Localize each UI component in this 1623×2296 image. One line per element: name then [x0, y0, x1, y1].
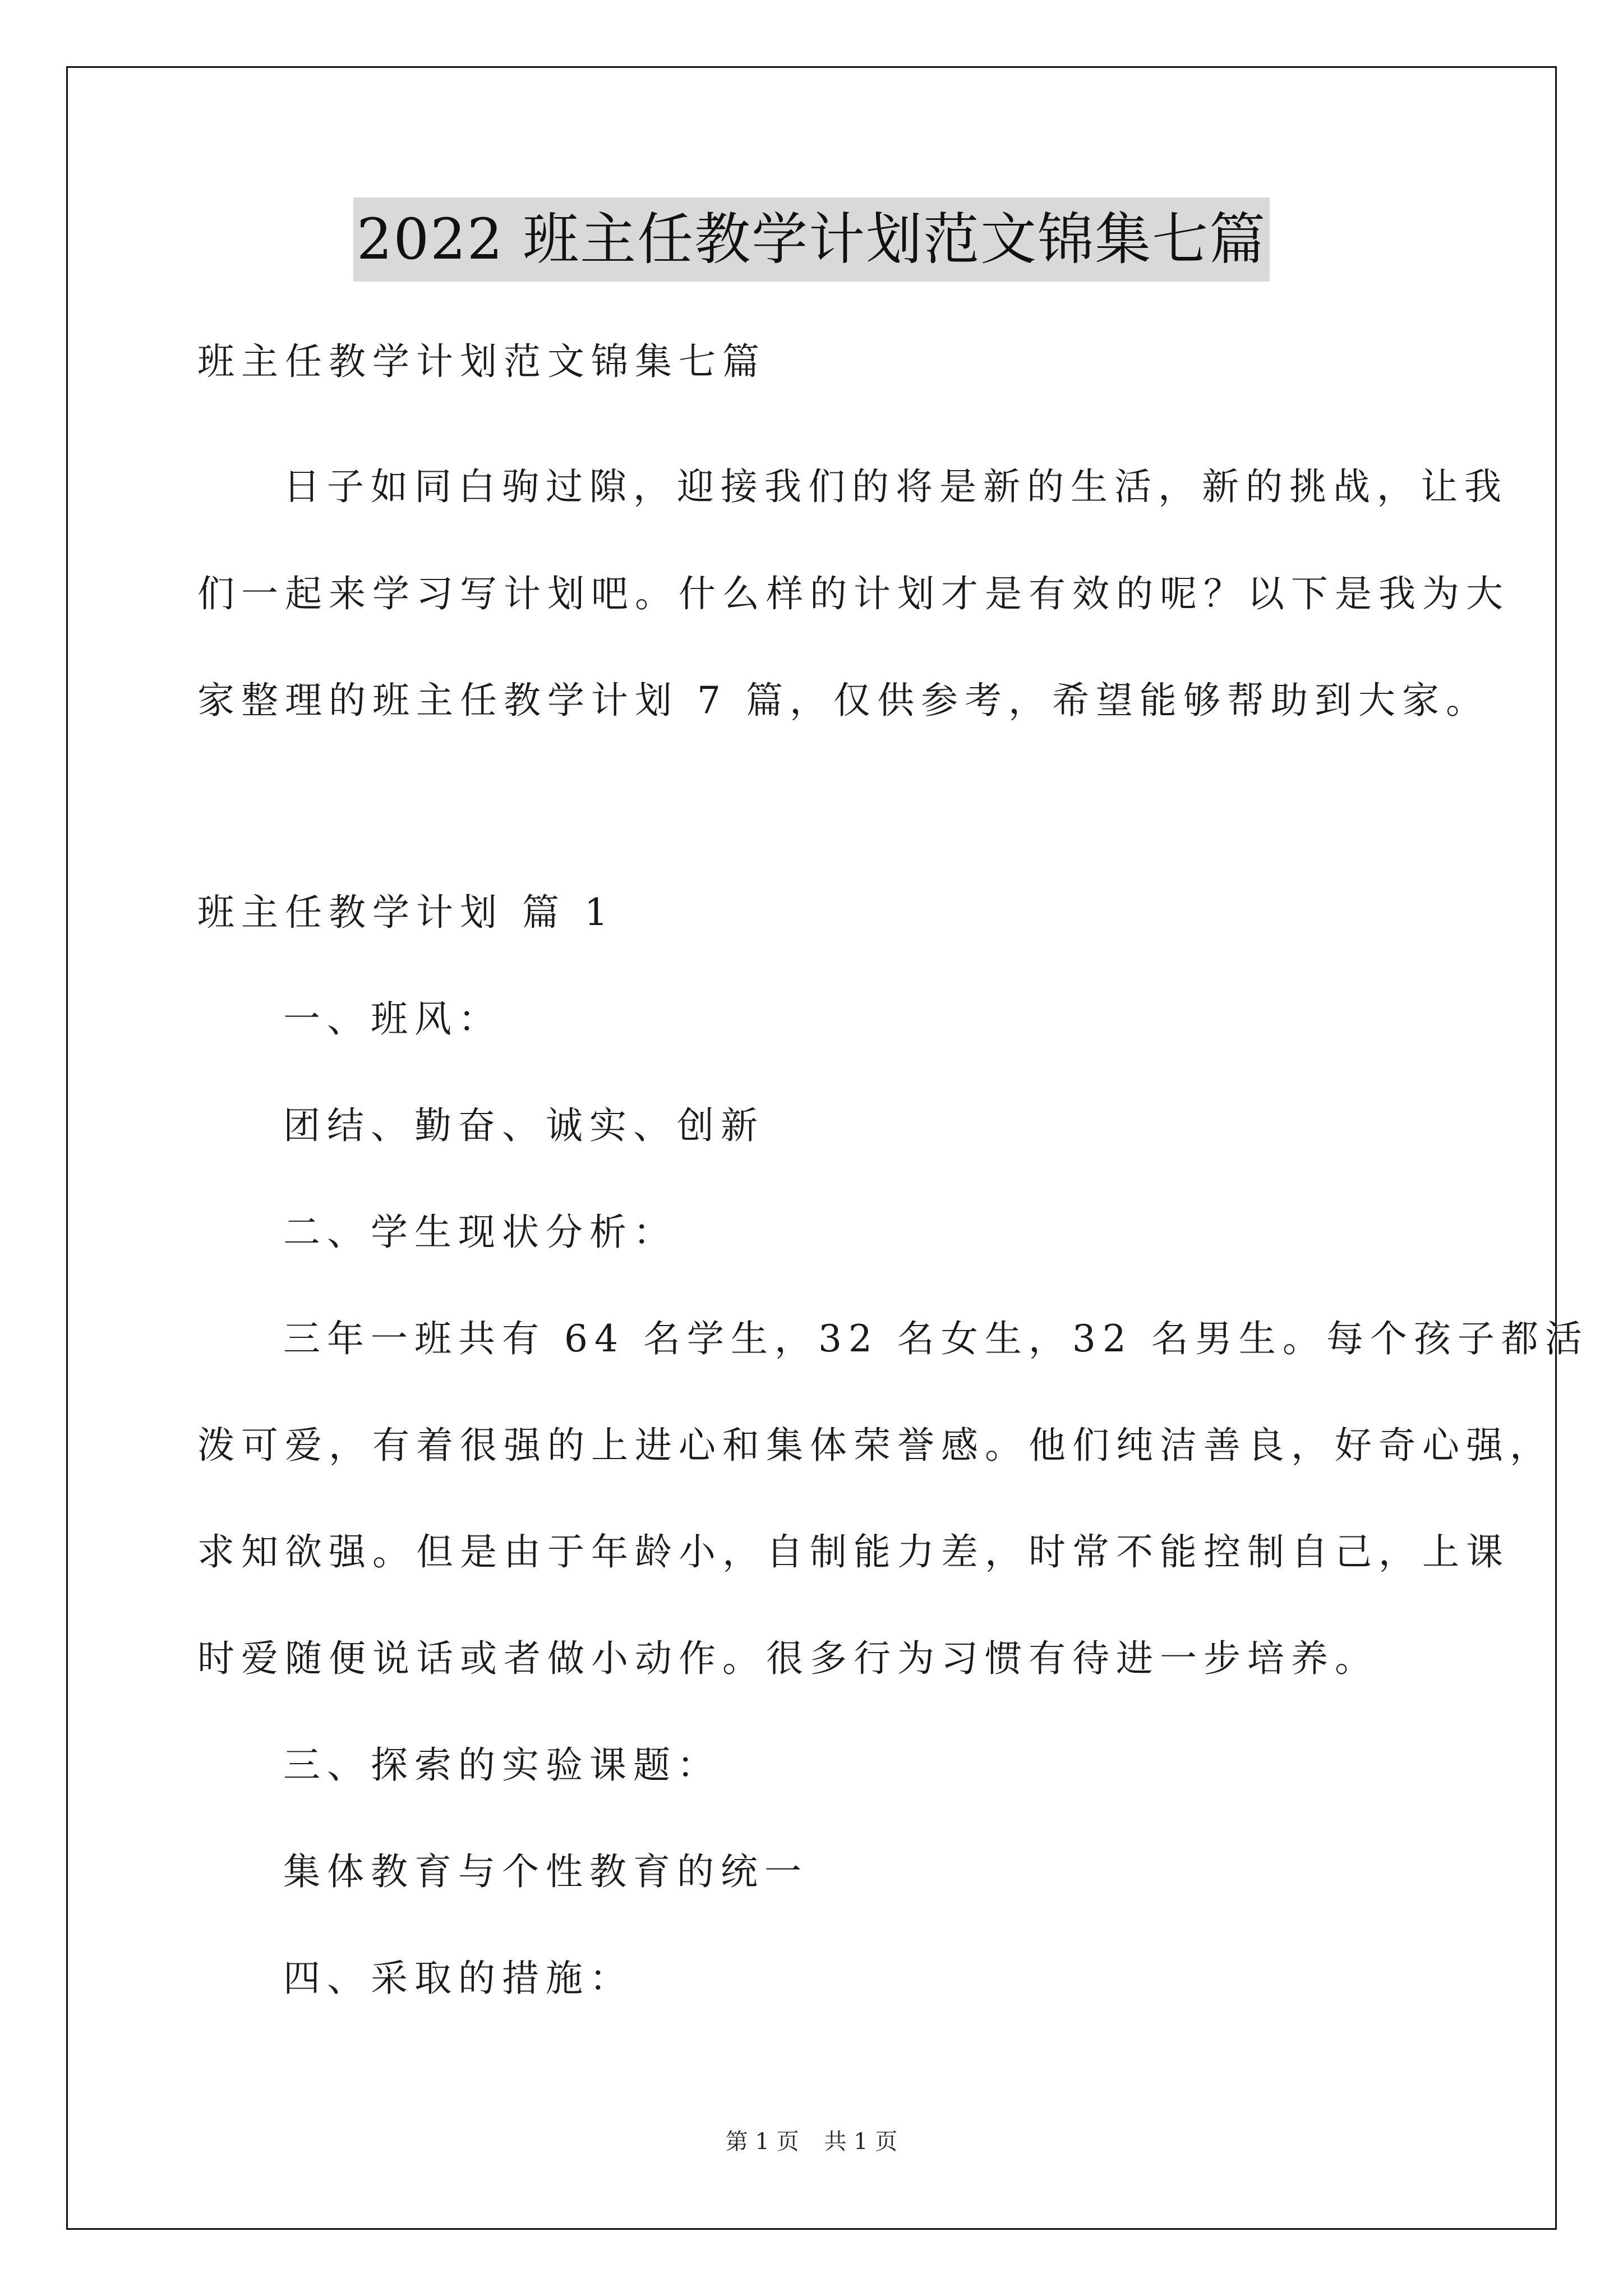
section-heading: 班主任教学计划 篇 1 — [197, 891, 615, 934]
subtitle-line: 班主任教学计划范文锦集七篇 — [197, 340, 766, 383]
page-footer — [0, 2125, 1623, 2159]
paragraph-line: 团结、勤奋、诚实、创新 — [283, 1104, 764, 1147]
paragraph-line: 日子如同白驹过隙，迎接我们的将是新的生活，新的挑战，让我 — [283, 465, 1508, 508]
subheading: 二、学生现状分析： — [283, 1211, 677, 1254]
paragraph-line: 泼可爱，有着很强的上进心和集体荣誉感。他们纯洁善良，好奇心强， — [197, 1424, 1553, 1467]
paragraph-line: 时爱随便说话或者做小动作。很多行为习惯有待进一步培养。 — [197, 1637, 1378, 1680]
paragraph-line: 们一起来学习写计划吧。什么样的计划才是有效的呢？以下是我为大 — [197, 572, 1510, 615]
document-title: 2022 班主任教学计划范文锦集七篇 — [353, 197, 1270, 282]
title-container — [0, 197, 1623, 282]
paragraph-line: 集体教育与个性教育的统一 — [283, 1850, 808, 1893]
subheading: 三、探索的实验课题： — [283, 1743, 721, 1787]
page-number: 第 1 页 — [725, 2129, 799, 2155]
paragraph-line: 家整理的班主任教学计划 7 篇，仅供参考，希望能够帮助到大家。 — [197, 679, 1490, 722]
page-total: 共 1 页 — [824, 2129, 898, 2155]
subheading: 一、班风： — [283, 997, 502, 1041]
subheading: 四、采取的措施： — [283, 1957, 633, 2000]
paragraph-line: 求知欲强。但是由于年龄小，自制能力差，时常不能控制自己，上课 — [197, 1530, 1510, 1573]
paragraph-line: 三年一班共有 64 名学生，32 名女生，32 名男生。每个孩子都活 — [283, 1317, 1589, 1360]
